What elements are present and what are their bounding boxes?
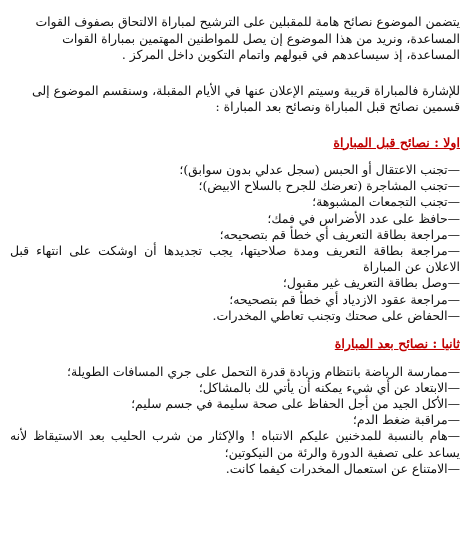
intro-paragraph [10, 14, 460, 64]
list-item: —تجنب الاعتقال أو الحبس (سجل عدلي بدون سوابق)؛ [179, 162, 460, 177]
list-item: —الأكل الجيد من أجل الحفاظ على صحة سليمة في جسم سليم؛ [131, 395, 460, 411]
list-item: —مراجعة بطاقة التعريف ومدة صلاحيتها، يجب تجديدها أن اوشكت على انتهاء قبل الاعلان عن المباراة [10, 243, 460, 275]
list-item: —الابتعاد عن أي شيء يمكنه أن يأتي لك بالمشاكل؛ [198, 379, 460, 395]
tips-list-before-exam [10, 162, 460, 324]
list-item: —تجنب التجمعات المشبوهة؛ [312, 194, 460, 210]
section-heading-before-exam: اولا : نصائح قبل المباراة [333, 134, 460, 150]
list-item: —هام بالنسبة للمدخنين عليكم الانتباه ! والإكثار من شرب الحليب بعد الاستيقاظ لأنه يساعد على تصفية الدورة والرئة من النيكوتين؛ [10, 428, 460, 460]
tips-list-after-exam [10, 364, 460, 477]
list-item: —مراجعة بطاقة التعريف أي خطأ قم بتصحيحه؛ [219, 226, 460, 242]
intro-line: يتضمن الموضوع نصائح هامة للمقبلين على الترشيح لمباراة الالتحاق بصفوف القوات [35, 14, 460, 29]
list-item: —مراجعة عقود الازدياد أي خطأ قم بتصحيحه؛ [229, 291, 460, 307]
list-item: —حافظ على عدد الأضراس في فمك؛ [267, 210, 460, 226]
note-line: للإشارة فالمباراة قريبة وسيتم الإعلان عنها في الأيام المقبلة، وسنقسم الموضوع إلى [32, 82, 460, 98]
list-item: —ممارسة الرياضة بانتظام وزيادة قدرة التحمل على جري المسافات الطويلة؛ [67, 363, 460, 379]
note-paragraph [10, 83, 460, 116]
list-item: —مراقبة ضغط الدم؛ [352, 412, 460, 428]
list-item: —الحفاض على صحتك وتجنب تعاطي المخدرات. [212, 307, 460, 323]
list-item: —الامتناع عن استعمال المخدرات كيفما كانت. [225, 460, 460, 476]
section-heading-after-exam: ثانيا : نصائح بعد المباراة [334, 336, 460, 352]
list-item: —تجنب المشاجرة (تعرضك للجرح بالسلاح الابيض)؛ [198, 178, 460, 194]
list-item: —وصل بطاقة التعريف غير مقبول؛ [282, 275, 460, 291]
intro-line: المساعدة، إذ سيساعدهم في قبولهم واتمام التكوين داخل المركز . [121, 47, 460, 62]
intro-line: المساعدة، ونريد من هذا الموضوع إن يصل للمواطنين المهتمين بمباراة القوات [62, 30, 460, 46]
note-line: قسمين نصائح قبل المباراة ونصائح بعد المباراة : [215, 99, 460, 114]
